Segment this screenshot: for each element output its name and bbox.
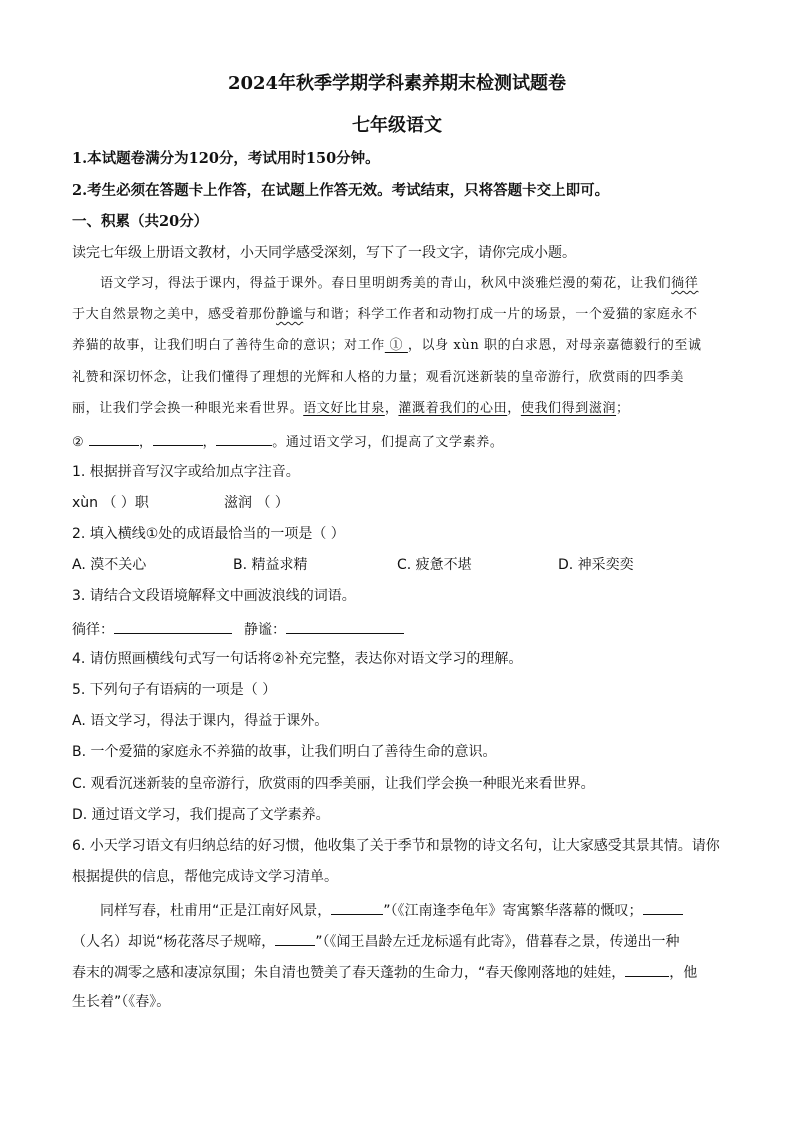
q2-option-d: D. 神采奕奕 [558,557,634,573]
poem-blank-3[interactable] [625,961,669,977]
poem-blank-2[interactable] [275,930,315,946]
q1-item-xun: xùn （ ）职 [72,495,149,511]
q5-option-c: C. 观看沉迷新装的皇帝游行，欣赏雨的四季美丽，让我们学会换一种眼光来看世界。 [72,776,595,792]
question-1: 1. 根据拼音写汉字或给加点字注音。 [72,464,300,480]
question-6-line-2: 根据提供的信息，帮他完成诗文学习清单。 [72,869,338,885]
exam-title: 2024年秋季学期学科素养期末检测试题卷 [227,73,567,94]
question-6-line-5: 春末的凋零之感和凄凉氛围；朱自清也赞美了春天蓬勃的生命力，“春天像刚落地的娃娃， ，他 [72,961,697,983]
underlined-phrase-2: 灌溉着我们的心田 [398,401,508,416]
name-blank[interactable] [643,899,683,915]
question-4: 4. 请仿照画横线句式写一句话将②补充完整，表达你对语文学习的理解。 [72,651,523,667]
jingmi-answer-line[interactable] [286,618,404,634]
q2-option-a: A. 漠不关心 [72,557,147,573]
answer-blank-b[interactable] [153,430,203,446]
q2-option-b: B. 精益求精 [233,557,308,573]
passage-line-6: ② ， ， 。通过语文学习，们提高了文学素养。 [72,430,503,453]
q1-item-zirun: 滋润 （ ） [224,495,289,511]
passage-line-1: 语文学习，得法于课内，得益于课外。春日里明朗秀美的青山，秋风中淡雅烂漫的菊花，让我们徜徉 [100,276,699,291]
changyang-answer-line[interactable] [114,618,232,634]
passage-line-3: 养猫的故事，让我们明白了善待生命的意识；对工作 ① ，以身 xùn 职的白求恩，对母亲嘉德毅行的至诚 [72,338,702,353]
underlined-phrase-1: 语文好比甘泉 [303,401,385,416]
section-heading: 一、积累（共20分） [72,213,209,230]
note-2: 2.考生必须在答题卡上作答，在试题上作答无效。考试结束，只将答题卡交上即可。 [72,182,610,199]
passage-line-2: 于大自然景物之美中，感受着那份静谧与和谐；科学工作者和动物打成一片的场景，一个爱猫的家庭永不 [72,307,698,322]
question-5: 5. 下列句子有语病的一项是（ ） [72,682,277,698]
exam-subtitle: 七年级语文 [352,115,442,136]
q3-field-jingmi: 静谧： [244,618,404,640]
answer-blank-c[interactable] [216,430,272,446]
q5-option-d: D. 通过语文学习，我们提高了文学素养。 [72,807,330,823]
question-6-line-4: （人名）却说“杨花落尽子规啼， ”（《闻王昌龄左迁龙标遥有此寄》，借暮春之景，传递出一种 [72,930,680,952]
question-6-line-3: 同样写春，杜甫用“正是江南好风景， ”（《江南逢李龟年》寄寓繁华落幕的慨叹； [100,899,683,921]
underlined-phrase-3: 使我们得到滋润 [520,401,617,416]
q3-field-changyang: 徜徉： [72,618,232,640]
note-1: 1.本试题卷满分为120分，考试用时150分钟。 [72,150,380,167]
question-3: 3. 请结合文段语境解释文中画波浪线的词语。 [72,588,356,604]
question-6-line-6: 生长着”（《春》。 [72,994,171,1010]
q2-option-c: C. 疲惫不堪 [397,557,472,573]
blank-marker-1: ① [384,338,408,353]
q5-option-b: B. 一个爱猫的家庭永不养猫的故事，让我们明白了善待生命的意识。 [72,744,497,760]
poem-blank-1[interactable] [331,899,383,915]
passage-line-5: 丽，让我们学会换一种眼光来看世界。语文好比甘泉，灌溉着我们的心田，使我们得到滋润； [72,401,630,416]
question-2: 2. 填入横线①处的成语最恰当的一项是（ ） [72,526,345,542]
wavy-word-changyang: 徜徉 [671,276,699,291]
passage-line-4: 礼赞和深切怀念，让我们懂得了理想的光辉和人格的力量；观看沉迷新装的皇帝游行，欣赏雨的四季美 [72,370,685,385]
answer-blank-a[interactable] [89,430,139,446]
intro-text: 读完七年级上册语文教材，小天同学感受深刻，写下了一段文字，请你完成小题。 [72,245,576,261]
question-6-line-1: 6. 小天学习语文有归纳总结的好习惯，他收集了关于季节和景物的诗文名句，让大家感受其景其情。请你 [72,838,720,854]
q5-option-a: A. 语文学习，得法于课内，得益于课外。 [72,713,329,729]
wavy-word-jingmi: 静谧 [276,307,304,322]
